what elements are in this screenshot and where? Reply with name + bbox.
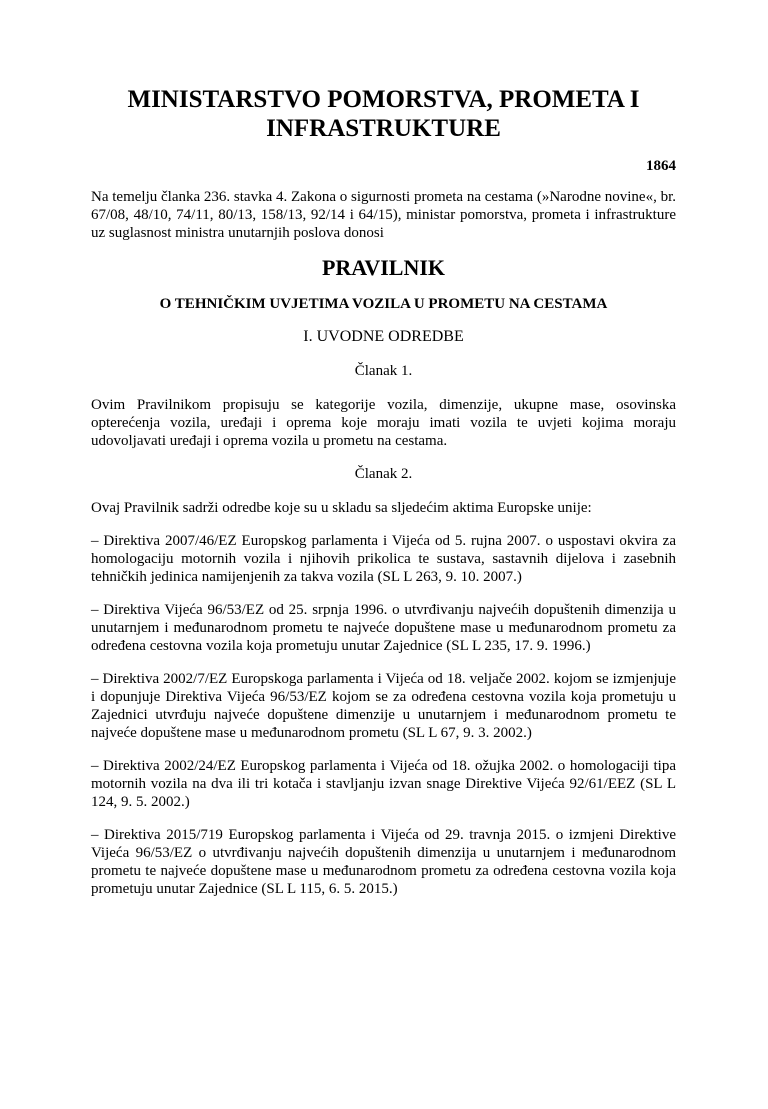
- article-1-heading: Članak 1.: [354, 363, 413, 379]
- legal-basis-paragraph: Na temelju članka 236. stavka 4. Zakona o sigurnosti prometa na cestama (»Narodne novine«, br. 67/08, 48/10, 74/11, 80/13, 158/13, 92/14 i 64/15), ministar pomorstva, prometa i infrastrukture uz suglasnost ministra unutarnjih poslova donosi: [91, 189, 676, 241]
- article-2-heading: Članak 2.: [354, 466, 413, 482]
- directive-item: – Direktiva 2007/46/EZ Europskog parlamenta i Vijeća od 5. rujna 2007. o uspostavi okvira za homologaciju motornih vozila i njihovih prikolica te sustava, sastavnih dijelova i zasebnih tehničkih jedinica namijenjenih za takva vozila (SL L 263, 9. 10. 2007.): [91, 533, 676, 585]
- document-title: PRAVILNIK: [321, 255, 446, 280]
- section-heading: I. UVODNE ODREDBE: [303, 328, 464, 345]
- document-page: [0, 85, 768, 1109]
- article-1-text: Ovim Pravilnikom propisuju se kategorije vozila, dimenzije, ukupne mase, osovinska opterećenja vozila, uređaji i oprema koje moraju imati vozila te uvjeti kojima moraju udovoljavati uređaji i oprema vozila u prometu na cestama.: [91, 397, 676, 449]
- article-2-intro: Ovaj Pravilnik sadrži odredbe koje su u skladu sa sljedećim aktima Europske unije:: [91, 500, 592, 516]
- directive-item: – Direktiva 2002/24/EZ Europskog parlamenta i Vijeća od 18. ožujka 2002. o homologaciji tipa motornih vozila na dva ili tri kotača i stavljanju izvan snage Direktive Vijeća 92/61/EEZ (SL L 124, 9. 5. 2002.): [91, 758, 676, 810]
- directive-item: – Direktiva Vijeća 96/53/EZ od 25. srpnja 1996. o utvrđivanju najvećih dopuštenih dimenzija u unutarnjem i međunarodnom prometu te najveće dopuštene mase u međunarodnom prometu za određena cestovna vozila koja prometuju unutar Zajednice (SL L 235, 17. 9. 1996.): [91, 602, 676, 654]
- directive-item: – Direktiva 2015/719 Europskog parlamenta i Vijeća od 29. travnja 2015. o izmjeni Direktive Vijeća 96/53/EZ o utvrđivanju najvećih dopuštenih dimenzija u unutarnjem i međunarodnom prometu te najveće dopuštene mase u međunarodnom prometu za određena cestovna vozila koja prometuju unutar Zajednice (SL L 115, 6. 5. 2015.): [91, 827, 676, 897]
- directive-item: – Direktiva 2002/7/EZ Europskoga parlamenta i Vijeća od 18. veljače 2002. kojom se izmjenjuje i dopunjuje Direktiva Vijeća 96/53/EZ kojom se za određena cestovna vozila koja prometuju u Zajednici utvrđuju najveće dopuštene dimenzije u unutarnjem i međunarodnom prometu te najveće dopuštene mase u međunarodnom prometu (SL L 67, 9. 3. 2002.): [91, 671, 676, 741]
- document-subtitle: O TEHNIČKIM UVJETIMA VOZILA U PROMETU NA CESTAMA: [159, 296, 608, 312]
- gazette-entry-number: 1864: [646, 158, 676, 174]
- ministry-title: MINISTARSTVO POMORSTVA, PROMETA I INFRASTRUKTURE: [127, 86, 640, 142]
